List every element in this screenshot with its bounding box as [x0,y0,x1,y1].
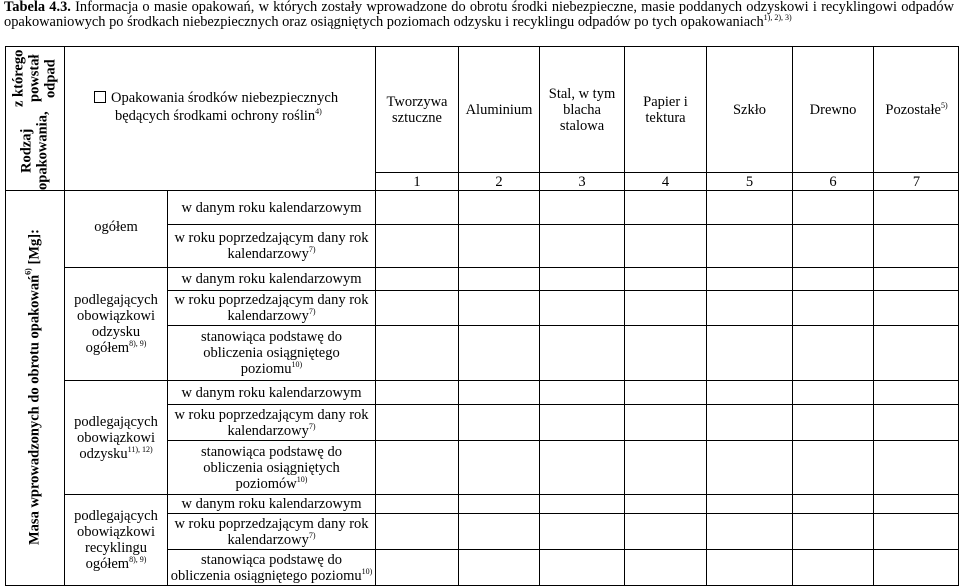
column-header-wood: Drewno [809,101,857,118]
mass-label: Masa wprowadzonych do obrotu opakowań$^{6)}$ [Mg]: [23,229,43,546]
category-label: Opakowania środków niebezpiecznych [111,90,339,106]
subrow-current-year: w danym roku kalendarzowym [181,496,362,512]
column-header-steel: Stal, w tym blacha stalowa [548,85,616,134]
table-title [4,0,954,30]
column-number: 2 [495,173,503,190]
group-recovery: podlegających obowiązkowi odzysku$^{11), 12)}$ [74,413,158,462]
table-number: Tabela 4.3. [4,0,71,15]
column-header-plastics: Tworzywa sztuczne [386,93,448,126]
category-header: Opakowania środków niebezpiecznych będących środkami ochrony roślin$^{4)}$ [94,89,369,125]
group-total: ogółem [94,219,138,235]
subrow-calculation-basis: stanowiąca podstawę do obliczenia osiągniętych poziomów$^{10)}$ [201,443,342,492]
subrow-previous-year: w roku poprzedzającym dany rok kalendarzowy$^{7)}$ [174,515,369,548]
column-header-other: Pozostałe$^{5)}$ [885,100,948,118]
column-number: 4 [661,173,670,190]
column-number: 6 [829,173,837,190]
column-number: 7 [912,173,921,190]
packaging-type-label: Rodzaj opakowania, z którego powstał odpad [10,50,59,190]
subrow-previous-year: w roku poprzedzającym dany rok kalendarzowy$^{7)}$ [174,292,369,324]
subrow-calculation-basis: stanowiąca podstawę do obliczenia osiągniętego poziomu$^{10)}$ [201,329,342,377]
column-number: 1 [413,173,421,190]
subrow-previous-year: w roku poprzedzającym dany rok kalendarzowy$^{7)}$ [174,406,369,439]
caption-footnote: 1), 2), 3) [763,13,792,23]
column-header-glass: Szkło [732,101,767,118]
subrow-current-year: w danym roku kalendarzowym [181,384,362,401]
column-header-aluminium: Aluminium [465,101,533,118]
group-recovery-total: podlegających obowiązkowi odzysku ogółem$^{8), 9)}$ [74,292,158,356]
checkbox-icon[interactable] [94,91,106,103]
column-number: 5 [745,173,754,190]
grid-line [5,585,959,586]
group-recycling-total: podlegających obowiązkowi recyklingu ogółem$^{8), 9)}$ [74,508,158,572]
subrow-current-year: w danym roku kalendarzowym [181,199,362,216]
subrow-current-year: w danym roku kalendarzowym [181,271,362,287]
column-number: 3 [578,173,586,190]
subrow-previous-year: w roku poprzedzającym dany rok kalendarzowy$^{7)}$ [174,230,369,262]
subrow-calculation-basis: stanowiąca podstawę do obliczenia osiągniętego poziomu$^{10)}$ [170,551,373,584]
column-header-paper: Papier i tektura [643,93,688,126]
table-caption: Informacja o masie opakowań, w których zostały wprowadzone do obrotu środki niebezpieczne, masie poddanych odzyskowi i recyklingowi odpadów opakowaniowych po środkach niebezpiecznych oraz osiągniętych poziomach odzysku i recyklingu odpadów po tych opakowaniach [4,0,954,30]
